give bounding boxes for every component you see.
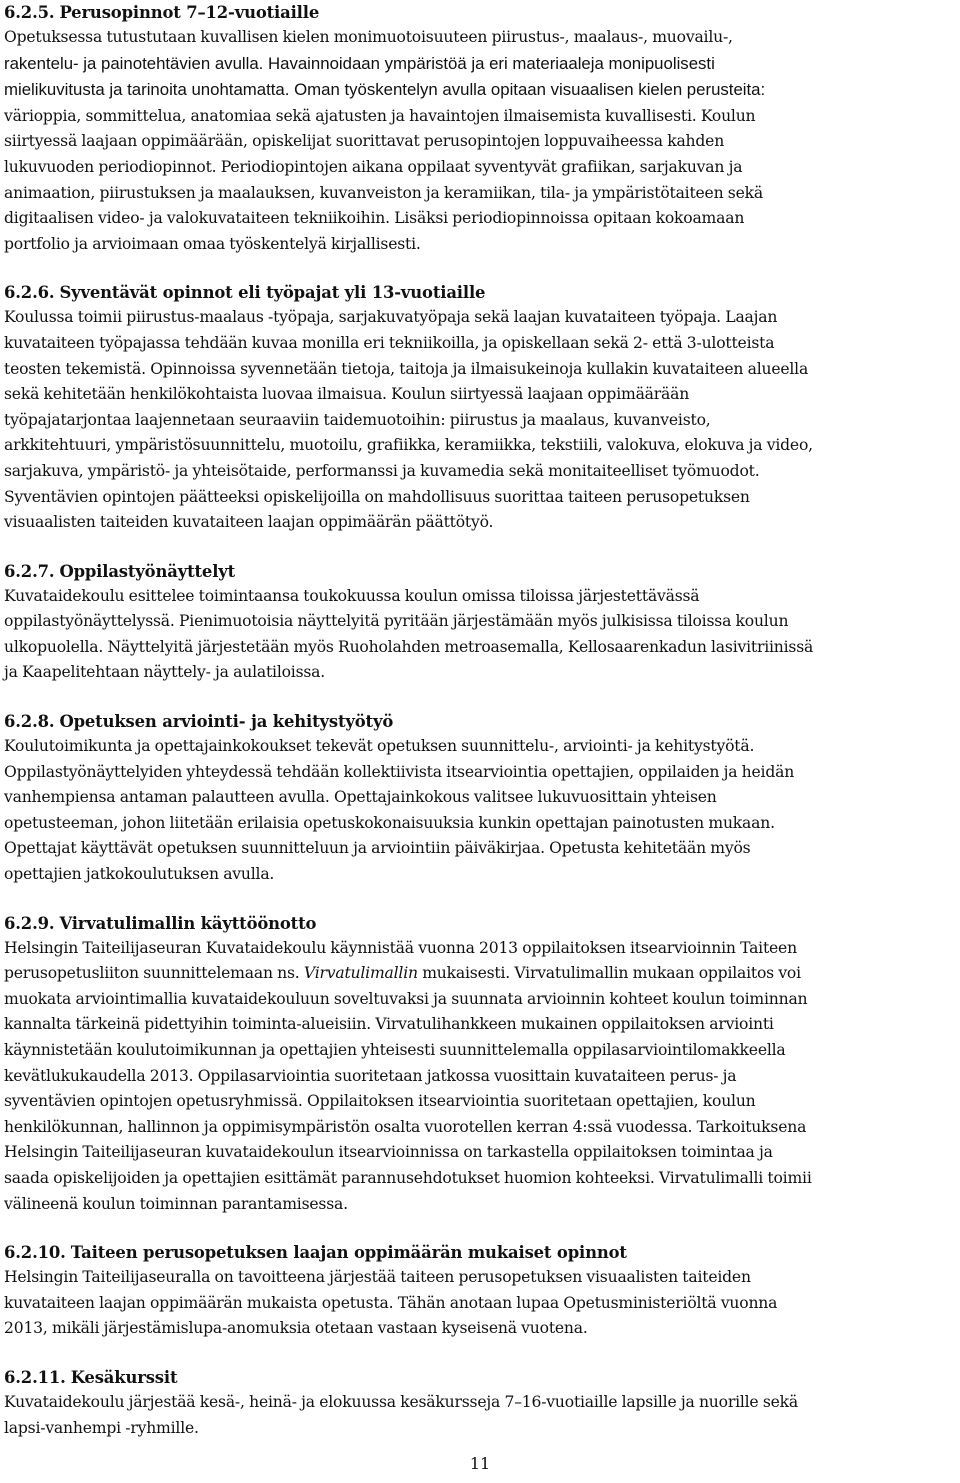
text-line: Opetuksessa tutustutaan kuvallisen kielen monimuotoisuuteen piirustus-, maalaus-, muovailu-, bbox=[4, 28, 733, 46]
section-heading bbox=[4, 911, 958, 936]
text-line: työpajatarjontaa laajennetaan seuraaviin taidemuotoihin: piirustus ja maalaus, kuvanveisto, bbox=[4, 410, 711, 429]
section-paragraph bbox=[4, 25, 958, 257]
section-paragraph bbox=[4, 1265, 958, 1342]
text-line: Koulussa toimii piirustus-maalaus -työpaja, sarjakuvatyöpaja sekä laajan kuvataiteen työpaja. Laajan bbox=[4, 308, 778, 327]
section-number: 6.2.10. bbox=[4, 1243, 66, 1263]
text-line: Opettajat käyttävät opetuksen suunnitteluun ja arviointiin päiväkirjaa. Opetusta kehitetään myös bbox=[4, 839, 751, 858]
text-line: sekä kehitetään henkilökohtaista luovaa ilmaisua. Koulun siirtyessä laajaan oppimäärään bbox=[4, 385, 690, 404]
section-6-2-9 bbox=[4, 911, 958, 1218]
text-line: visuaalisten taiteiden kuvataiteen laajan oppimäärän päättötyö. bbox=[4, 513, 494, 532]
text-line: käynnistetään koulutoimikunnan ja opettajien yhteisesti suunnittelemalla oppilasarviointilomakkeella bbox=[4, 1041, 786, 1059]
text-line: kevätlukukaudella 2013. Oppilasarviointia suoritetaan jatkossa vuosittain kuvataiteen perus- ja bbox=[4, 1066, 737, 1085]
text-line: rakentelu- ja painotehtävien avulla. Havainnoidaan ympäristöä ja eri materiaaleja monipuolisesti bbox=[4, 53, 715, 73]
text-line: värioppia, sommittelua, anatomiaa sekä ajatusten ja havaintojen ilmaisemista kuvallisesti. Koulun bbox=[4, 106, 756, 125]
text-line: kannalta tärkeinä pidettyihin toiminta-alueisiin. Virvatulihankkeen mukainen oppilaitoksen arviointi bbox=[4, 1015, 774, 1034]
section-heading bbox=[4, 559, 958, 584]
text-line: animaation, piirustuksen ja maalauksen, kuvanveiston ja keramiikan, tila- ja ympäristötaiteen sekä bbox=[4, 183, 763, 202]
text-line: saada opiskelijoiden ja opettajien esittämät parannusehdotukset huomion kohteeksi. Virvatulimalli toimii bbox=[4, 1168, 812, 1187]
section-title: Taiteen perusopetuksen laajan oppimäärän mukaiset opinnot bbox=[70, 1243, 627, 1263]
section-number: 6.2.5. bbox=[4, 3, 55, 22]
section-title: Virvatulimallin käyttöönotto bbox=[59, 913, 317, 933]
text-line: Helsingin Taiteilijaseuran Kuvataidekoulu käynnistää vuonna 2013 oppilaitoksen itsearvioinnin Taiteen bbox=[4, 938, 797, 957]
text-line: oppilastyönäyttelyssä. Pienimuotoisia näyttelyitä pyritään järjestämään myös julkisissa tiloissa koulun bbox=[4, 612, 789, 631]
section-6-2-11 bbox=[4, 1365, 958, 1441]
text-line: kuvataiteen laajan oppimäärän mukaista opetusta. Tähän anotaan lupaa Opetusministeriöltä vuonna bbox=[4, 1293, 778, 1312]
text-line: Koulutoimikunta ja opettajainkokoukset tekevät opetuksen suunnittelu-, arviointi- ja kehitystyötä. bbox=[4, 737, 755, 756]
section-number: 6.2.8. bbox=[4, 712, 55, 732]
section-paragraph bbox=[4, 936, 958, 1218]
section-6-2-8 bbox=[4, 709, 958, 888]
section-number: 6.2.6. bbox=[4, 283, 55, 303]
page-number: 11 bbox=[469, 1454, 491, 1473]
text-line: Syventävien opintojen päätteeksi opiskelijoilla on mahdollisuus suorittaa taiteen perusopetuksen bbox=[4, 487, 750, 506]
document-page bbox=[4, 0, 958, 1464]
text-line: välineenä koulun toiminnan parantamisessa. bbox=[4, 1194, 348, 1213]
text-line: kuvataiteen työpajassa tehdään kuvaa monilla eri tekniikoilla, ja opiskellaan sekä 2- että 3-ulotteista bbox=[4, 333, 775, 352]
section-heading bbox=[4, 280, 958, 305]
text-line: portfolio ja arvioimaan omaa työskentelyä kirjallisesti. bbox=[4, 234, 421, 253]
text-line: vanhempiensa antaman palautteen avulla. Opettajainkokous valitsee lukuvuosittain yhteisen bbox=[4, 788, 717, 807]
section-number: 6.2.7. bbox=[4, 561, 55, 581]
section-paragraph bbox=[4, 305, 958, 535]
section-6-2-7 bbox=[4, 559, 958, 686]
text-line: mielikuvitusta ja tarinoita unohtamatta. Oman työskentelyn avulla opitaan visuaalisen kielen perusteita: bbox=[4, 80, 766, 100]
text-line: 2013, mikäli järjestämislupa-anomuksia otetaan vastaan kyseisenä vuotena. bbox=[4, 1319, 588, 1338]
section-number: 6.2.11. bbox=[4, 1367, 66, 1387]
section-title: Kesäkurssit bbox=[70, 1367, 178, 1387]
text-line: henkilökunnan, hallinnon ja oppimisympäristön osalta vuorotellen kerran 4:ssä vuodessa. Tarkoituksena bbox=[4, 1117, 807, 1136]
text-line: Oppilastyönäyttelyiden yhteydessä tehdään kollektiivista itsearviointia opettajien, oppilaiden ja heidän bbox=[4, 762, 795, 781]
text-line: digitaalisen video- ja valokuvataiteen tekniikoihin. Lisäksi periodiopinnoissa opitaan kokoamaan bbox=[4, 209, 745, 228]
section-6-2-6 bbox=[4, 280, 958, 535]
section-6-2-10 bbox=[4, 1240, 958, 1342]
text-line: ja Kaapelitehtaan näyttely- ja aulatiloissa. bbox=[4, 663, 326, 682]
section-heading bbox=[4, 1365, 958, 1390]
text-line: Helsingin Taiteilijaseuralla on tavoitteena järjestää taiteen perusopetuksen visuaalisten taiteiden bbox=[4, 1268, 751, 1287]
text-line: teosten tekemistä. Opinnoissa syvennetään tietoja, taitoja ja ilmaisukeinoja kullakin kuvataiteen alueella bbox=[4, 359, 809, 378]
text-line: perusopetusliiton suunnittelemaan ns. Virvatulimallin mukaisesti. Virvatulimallin mukaan oppilaitos voi bbox=[4, 964, 801, 983]
text-line: sarjakuva, ympäristö- ja yhteisötaide, performanssi ja kuvamedia sekä monitaiteelliset työmuodot. bbox=[4, 461, 760, 480]
text-line: arkkitehtuuri, ympäristösuunnittelu, muotoilu, grafiikka, keramiikka, tekstiili, valokuva, elokuva ja video, bbox=[4, 436, 813, 455]
section-paragraph bbox=[4, 734, 958, 888]
section-paragraph bbox=[4, 1390, 958, 1441]
text-line: ulkopuolella. Näyttelyitä järjestetään myös Ruoholahden metroasemalla, Kellosaarenkadun lasivitriinissä bbox=[4, 637, 814, 656]
section-paragraph bbox=[4, 584, 958, 686]
text-line: muokata arviointimallia kuvataidekouluun soveltuvaksi ja suunnata arvioinnin kohteet koulun toiminnan bbox=[4, 989, 808, 1008]
text-line: opettajien jatkokoulutuksen avulla. bbox=[4, 865, 275, 884]
section-6-2-5 bbox=[4, 0, 958, 257]
text-line: syventävien opintojen opetusryhmissä. Oppilaitoksen itsearviointia suoritetaan opettajien, koulun bbox=[4, 1092, 756, 1111]
italic-term: Virvatulimallin bbox=[303, 964, 418, 983]
section-number: 6.2.9. bbox=[4, 913, 55, 933]
section-heading bbox=[4, 709, 958, 734]
text-line: lukuvuoden periodiopinnot. Periodiopintojen aikana oppilaat syventyvät grafiikan, sarjakuvan ja bbox=[4, 157, 743, 176]
text-line: Kuvataidekoulu järjestää kesä-, heinä- ja elokuussa kesäkursseja 7–16-vuotiaille lapsille ja nuorille sekä bbox=[4, 1392, 798, 1411]
text-line: siirtyessä laajaan oppimäärään, opiskelijat suorittavat perusopintojen loppuvaiheessa kahden bbox=[4, 132, 725, 151]
section-title: Perusopinnot 7–12-vuotiaille bbox=[59, 3, 320, 22]
text-line: opetusteeman, johon liitetään erilaisia opetuskokonaisuuksia kunkin opettajan painotusten mukaan. bbox=[4, 813, 775, 832]
section-heading bbox=[4, 1240, 958, 1265]
text-line: Helsingin Taiteilijaseuran kuvataidekoulun itsearvioinnissa on tarkastella oppilaitoksen toimintaa ja bbox=[4, 1143, 773, 1162]
text-line: Kuvataidekoulu esittelee toimintaansa toukokuussa koulun omissa tiloissa järjestettävässä bbox=[4, 586, 700, 605]
section-title: Opetuksen arviointi- ja kehitystyötyö bbox=[59, 712, 394, 732]
section-title: Syventävät opinnot eli työpajat yli 13-vuotiaille bbox=[59, 283, 486, 303]
section-title: Oppilastyönäyttelyt bbox=[59, 561, 236, 581]
section-heading bbox=[4, 0, 958, 25]
text-line: lapsi-vanhempi -ryhmille. bbox=[4, 1418, 199, 1437]
